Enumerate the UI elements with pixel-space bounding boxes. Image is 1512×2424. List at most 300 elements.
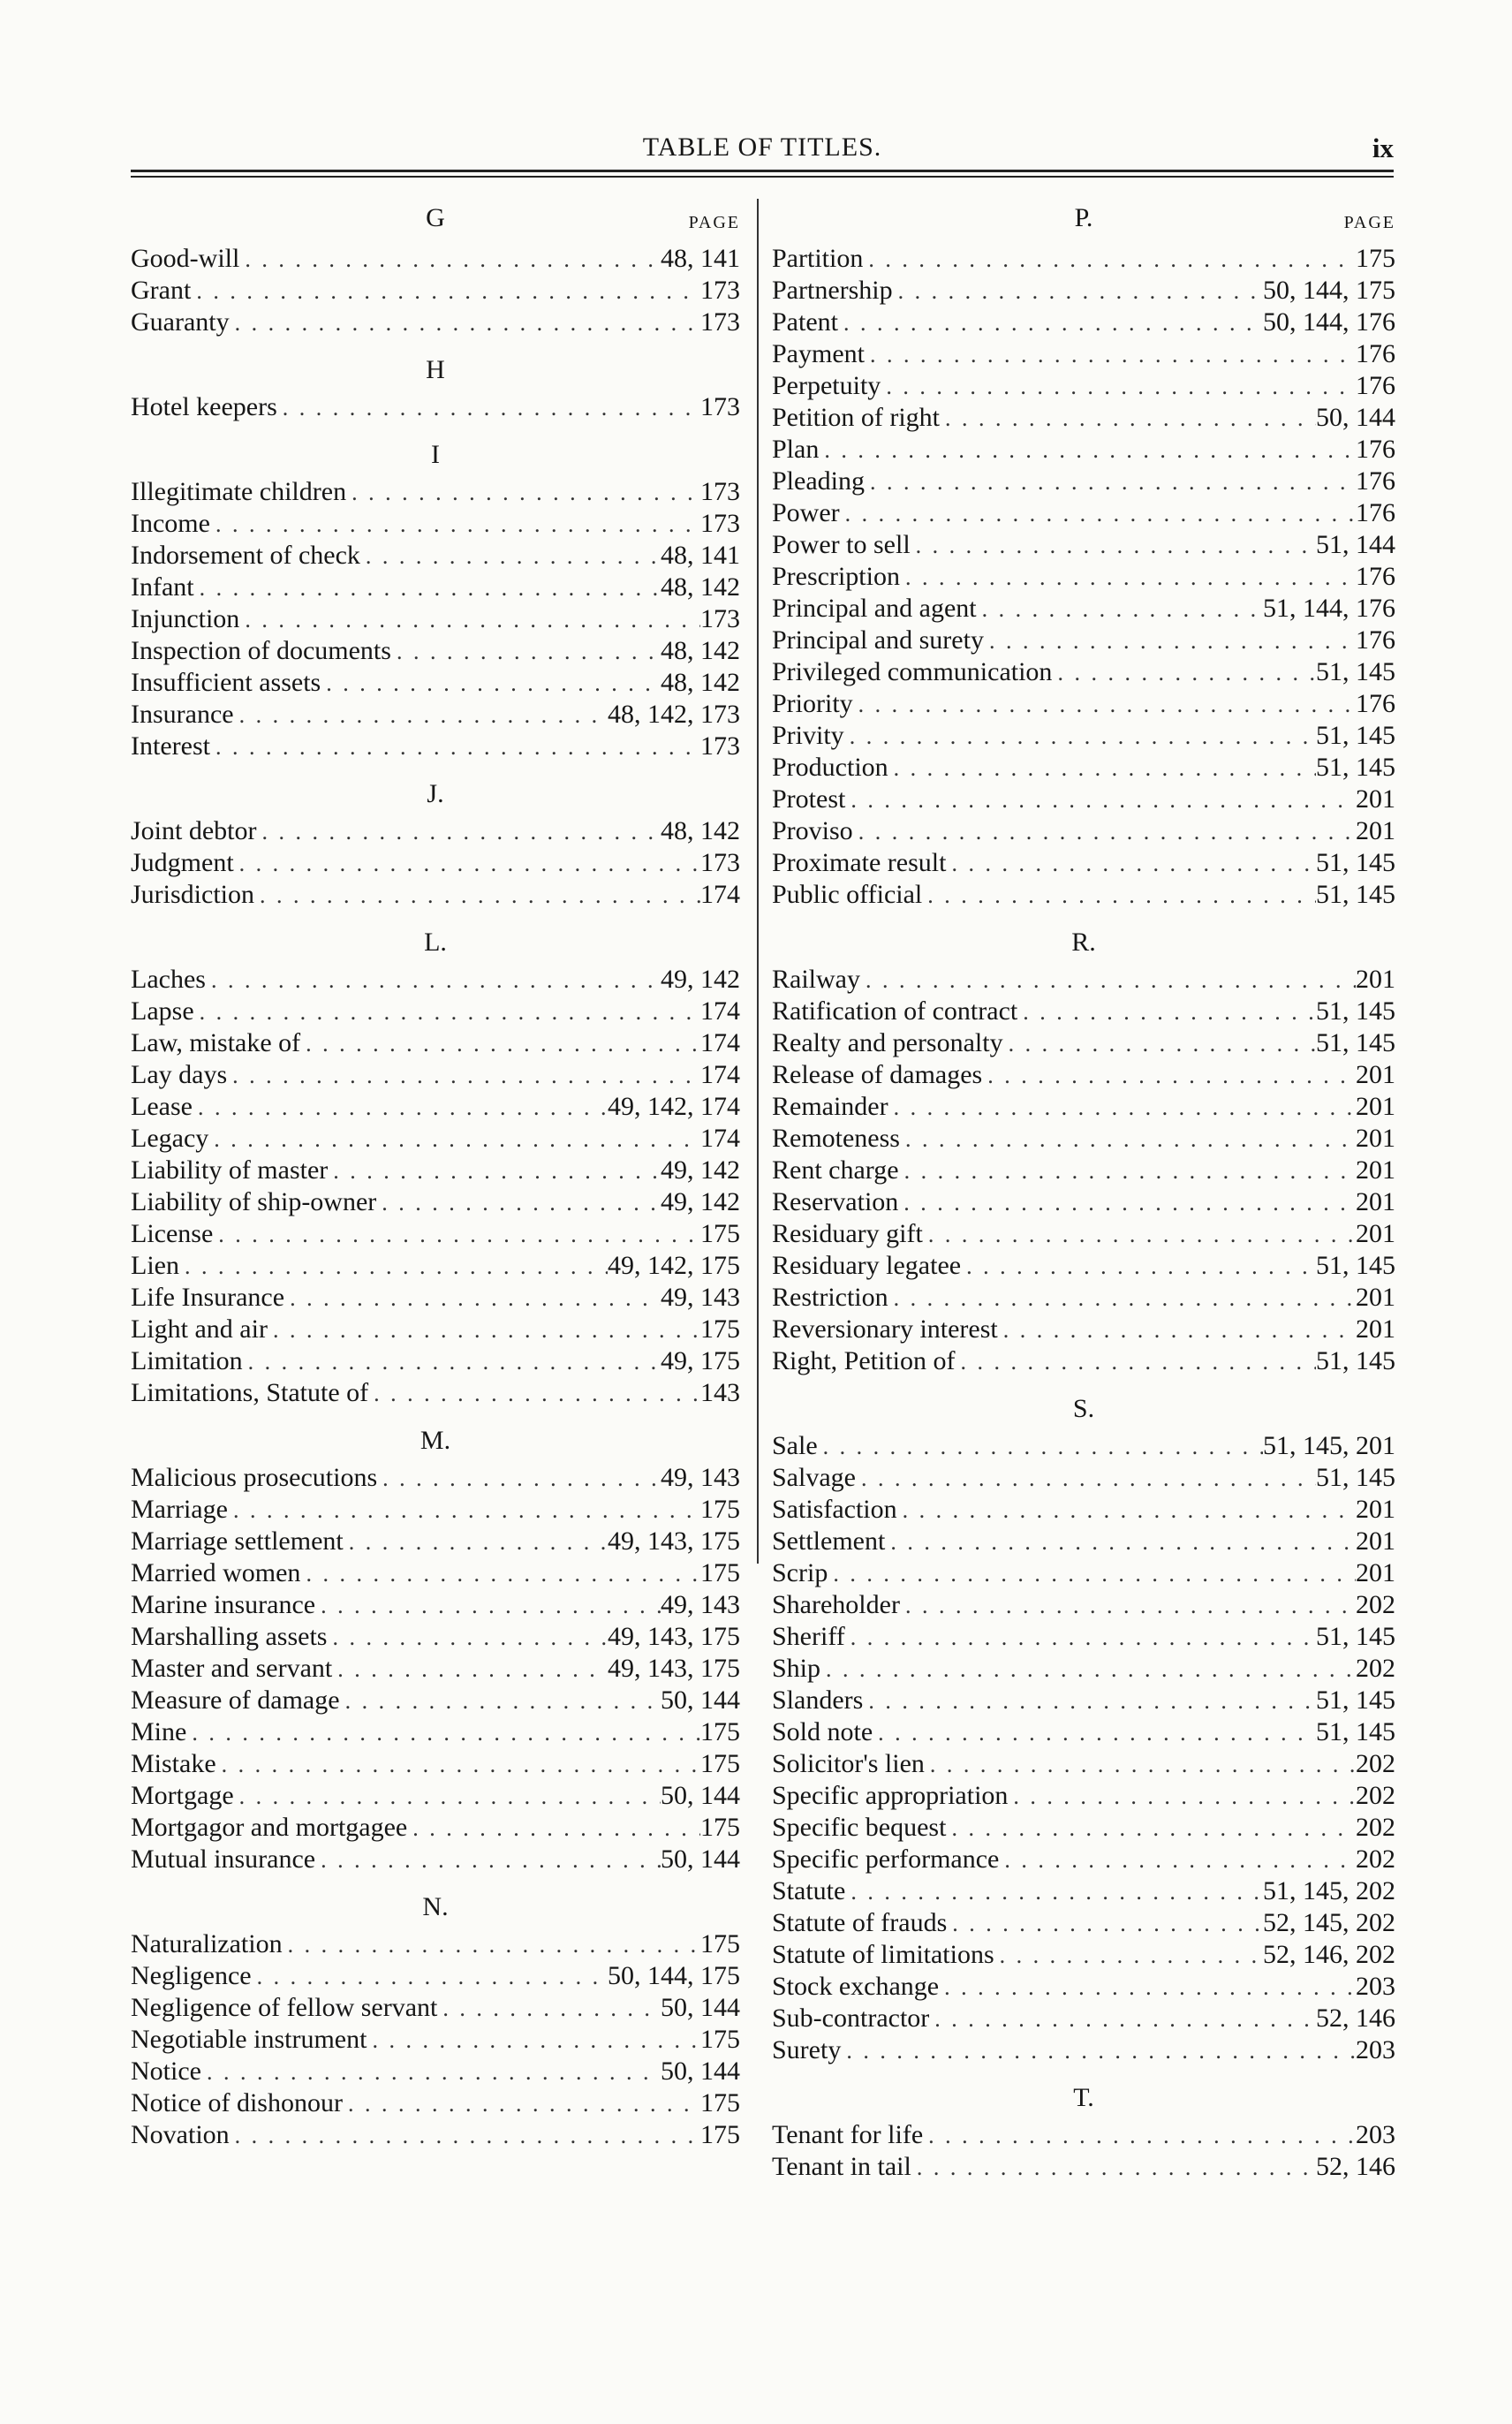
index-entry [772,1621,1395,1653]
entry-title: Power to sell [772,530,911,559]
entry-title: Statute of frauds [772,1908,948,1937]
entry-pages: 173 [700,276,740,305]
index-entry [772,1589,1395,1621]
leader-dots [228,1495,700,1526]
index-entry [772,2003,1395,2034]
entry-pages: 201 [1356,1558,1395,1587]
index-entry [131,1494,740,1526]
entry-pages: 49, 142 [661,965,740,994]
entry-pages: 48, 142 [661,816,740,845]
section-letter: L. [424,928,447,957]
leader-dots [376,1187,661,1219]
entry-pages: 202 [1356,1654,1395,1683]
entry-title: Statute of limitations [772,1940,994,1969]
index-entry [772,815,1395,847]
leader-dots [268,1314,700,1346]
leader-dots [208,1124,700,1155]
index-entry [131,1621,740,1653]
entry-title: Remoteness [772,1124,900,1153]
entry-pages: 201 [1356,1314,1395,1344]
entry-title: Specific appropriation [772,1781,1009,1810]
index-entry [131,476,740,508]
leader-dots [853,689,1356,721]
entry-pages: 51, 145 [1316,848,1395,877]
entry-pages: 51, 145 [1316,880,1395,909]
entry-title: Master and servant [131,1654,333,1683]
entry-pages: 51, 145 [1316,1622,1395,1651]
entry-title: Judgment [131,848,234,877]
entry-title: Release of damages [772,1060,983,1089]
section-letter: S. [1072,1394,1095,1423]
entry-pages: 203 [1356,1972,1395,2001]
entry-pages: 202 [1356,1749,1395,1778]
index-entry [772,656,1395,688]
index-entry [131,699,740,731]
index-entry [131,1155,740,1186]
index-entry [131,1557,740,1589]
entry-pages: 51, 144 [1316,530,1395,559]
leader-dots [283,1929,700,1961]
index-entry [772,688,1395,720]
leader-dots [1017,996,1316,1028]
entry-pages: 173 [700,604,740,633]
index-entry [772,307,1395,338]
leader-dots [1003,1028,1316,1060]
entry-title: Scrip [772,1558,828,1587]
leader-dots [437,1993,661,2025]
entry-title: Lapse [131,996,194,1026]
leader-dots [227,1060,700,1092]
leader-dots [327,1622,608,1654]
entry-title: Mortgage [131,1781,234,1810]
entry-title: Injunction [131,604,240,633]
leader-dots [922,880,1316,912]
entry-pages: 51, 145 [1316,1685,1395,1715]
leader-dots [840,498,1356,530]
entry-pages: 174 [700,1028,740,1057]
index-entry [131,243,740,275]
index-entry [772,1027,1395,1059]
entry-pages: 173 [700,848,740,877]
leader-dots [873,1717,1316,1749]
entry-title: Principal and agent [772,594,977,623]
entry-title: Income [131,509,210,538]
entry-pages: 201 [1356,1495,1395,1524]
leader-dots [898,1187,1356,1219]
leader-dots [332,1654,608,1685]
entry-pages: 176 [1356,498,1395,527]
entry-title: Patent [772,307,838,337]
index-entry [772,1716,1395,1748]
leader-dots [844,721,1316,753]
leader-dots [346,477,700,509]
entry-title: Partition [772,244,864,273]
index-entry [772,370,1395,402]
leader-dots [377,1463,661,1495]
entry-title: Reservation [772,1187,899,1216]
entry-pages: 174 [700,880,740,909]
index-entry [772,1526,1395,1557]
entry-pages: 175 [700,2088,740,2117]
entry-title: Negligence [131,1961,252,1990]
entry-title: Ratification of contract [772,996,1018,1026]
index-entry [131,667,740,699]
leader-dots [893,276,1263,307]
leader-dots [284,1283,661,1314]
entry-title: Marine insurance [131,1590,316,1619]
leader-dots [956,1346,1316,1378]
entry-title: Specific performance [772,1845,1000,1874]
entry-title: Laches [131,965,206,994]
leader-dots [982,1060,1356,1092]
entry-title: Malicious prosecutions [131,1463,378,1492]
entry-title: Tenant in tail [772,2152,911,2181]
entry-title: Tenant for life [772,2120,924,2149]
entry-pages: 49, 143 [661,1590,740,1619]
entry-pages: 174 [700,1060,740,1089]
leader-dots [818,1431,1263,1463]
entry-title: Sold note [772,1717,873,1746]
section-letter: P. [1074,203,1093,232]
index-entry [772,1430,1395,1462]
index-entry [131,1812,740,1844]
entry-pages: 201 [1356,1155,1395,1185]
entry-title: Indorsement of check [131,541,360,570]
index-entry [772,1494,1395,1526]
entry-pages: 51, 145 [1316,657,1395,686]
leader-dots [863,1685,1316,1717]
entry-pages: 51, 145 [1316,1463,1395,1492]
index-entry [131,540,740,572]
entry-title: Married women [131,1558,301,1587]
page-number: ix [1372,133,1394,163]
index-entry [131,2056,740,2087]
leader-dots [947,1908,1263,1940]
entry-pages: 51, 145 [1316,753,1395,782]
leader-dots [344,1526,608,1558]
index-entry [131,1123,740,1155]
entry-pages: 50, 144, 176 [1263,307,1395,337]
entry-title: Residuary legatee [772,1251,962,1280]
index-entry [772,1557,1395,1589]
index-entry [772,2151,1395,2183]
index-entry [772,625,1395,656]
entry-title: Residuary gift [772,1219,923,1248]
leader-dots [899,1155,1356,1187]
leader-dots [343,2088,700,2120]
entry-title: Settlement [772,1526,886,1556]
leader-dots [234,848,700,880]
entry-title: Rent charge [772,1155,899,1185]
entry-pages: 201 [1356,1283,1395,1312]
leader-dots [367,2025,700,2057]
index-entry [131,1250,740,1282]
entry-pages: 174 [700,1124,740,1153]
entry-pages: 143 [700,1378,740,1407]
entry-pages: 51, 145 [1316,1251,1395,1280]
entry-pages: 48, 142 [661,636,740,665]
index-entry [131,1526,740,1557]
entry-pages: 173 [700,509,740,538]
leader-dots [328,1155,661,1187]
running-head [131,133,1394,168]
leader-dots [946,1813,1356,1845]
index-entry [131,508,740,540]
entry-pages: 52, 146, 202 [1263,1940,1395,1969]
index-entry [131,1314,740,1345]
entry-title: Public official [772,880,923,909]
leader-dots [234,1781,661,1813]
leader-dots [845,1622,1316,1654]
leader-dots [300,1558,700,1590]
index-entry [131,1748,740,1780]
index-entry [131,1282,740,1314]
entry-title: Priority [772,689,853,718]
entry-pages: 49, 143, 175 [608,1654,740,1683]
entry-pages: 51, 145 [1316,721,1395,750]
index-entry [772,1748,1395,1780]
section-letter: H [426,355,445,384]
entry-pages: 175 [700,1219,740,1248]
entry-pages: 201 [1356,816,1395,845]
entry-pages: 49, 143, 175 [608,1526,740,1556]
entry-title: Petition of right [772,403,940,432]
entry-title: Lease [131,1092,193,1121]
entry-title: Surety [772,2035,842,2064]
entry-pages: 50, 144 [661,1845,740,1874]
leader-dots [368,1378,700,1410]
entry-pages: 50, 144 [661,1781,740,1810]
entry-title: Inspection of documents [131,636,391,665]
entry-title: Sale [772,1431,818,1460]
index-entry [131,964,740,996]
index-entry [772,1653,1395,1685]
entry-pages: 51, 145 [1316,1717,1395,1746]
index-entry [772,1812,1395,1844]
entry-pages: 48, 141 [661,244,740,273]
index-entry [772,1685,1395,1716]
index-entry [131,1928,740,1960]
entry-pages: 202 [1356,1590,1395,1619]
index-entry [131,1059,740,1091]
index-entry [131,635,740,667]
leader-dots [234,700,608,731]
index-entry [772,1875,1395,1907]
entry-title: Production [772,753,888,782]
entry-pages: 203 [1356,2120,1395,2149]
entry-pages: 175 [700,1813,740,1842]
entry-pages: 49, 142 [661,1155,740,1185]
index-entry [772,1462,1395,1494]
entry-pages: 175 [700,1749,740,1778]
entry-title: Mistake [131,1749,216,1778]
entry-title: Naturalization [131,1929,283,1958]
index-entry [772,1844,1395,1875]
leader-dots [977,594,1263,625]
index-entry [772,466,1395,497]
index-entry [772,1059,1395,1091]
leader-dots [257,816,662,848]
entry-pages: 201 [1356,1219,1395,1248]
leader-dots [277,392,700,424]
index-entry [772,1123,1395,1155]
index-entry [772,2034,1395,2066]
leader-dots [230,2120,700,2152]
entry-pages: 176 [1356,371,1395,400]
index-entry [131,996,740,1027]
entry-pages: 50, 144 [661,1685,740,1715]
leader-dots [929,2004,1316,2035]
leader-dots [194,572,661,604]
entry-pages: 175 [1356,244,1395,273]
header-rule [131,170,1394,172]
entry-pages: 175 [700,1495,740,1524]
entry-pages: 201 [1356,1187,1395,1216]
entry-title: Perpetuity [772,371,881,400]
entry-pages: 48, 141 [661,541,740,570]
entry-pages: 176 [1356,562,1395,591]
section-p-header [772,199,1395,243]
page-title: TABLE OF TITLES. [642,133,882,162]
index-entry [772,275,1395,307]
index-entry [772,847,1395,879]
leader-dots [860,965,1356,996]
entry-title: Liability of ship-owner [131,1187,377,1216]
entry-title: Interest [131,731,210,761]
entry-title: Reversionary interest [772,1314,998,1344]
leader-dots [315,1845,661,1876]
leader-dots [210,731,700,763]
index-entry [772,1345,1395,1377]
index-entry [131,275,740,307]
index-entry [772,879,1395,911]
entry-pages: 50, 144 [661,1993,740,2022]
leader-dots [300,1028,700,1060]
index-entry [131,572,740,603]
index-entry [131,391,740,423]
index-entry [131,1653,740,1685]
leader-dots [360,541,661,572]
leader-dots [888,1092,1356,1124]
leader-dots [881,371,1356,403]
leader-dots [239,604,700,636]
entry-title: Pleading [772,466,865,496]
entry-title: Illegitimate children [131,477,347,506]
entry-pages: 173 [700,731,740,761]
entry-title: Notice of dishonour [131,2088,343,2117]
leader-dots [900,1124,1356,1155]
entry-title: Legacy [131,1124,209,1153]
leader-dots [911,530,1316,562]
entry-pages: 49, 143 [661,1283,740,1312]
index-entry [131,2024,740,2056]
leader-dots [340,1685,661,1717]
leader-dots [820,1654,1356,1685]
entry-pages: 173 [700,307,740,337]
section-letter: R. [1071,928,1096,957]
left-column [131,199,740,2151]
entry-title: Remainder [772,1092,888,1121]
leader-dots [888,1283,1356,1314]
page-column-label: PAGE [688,213,740,232]
entry-title: Railway [772,965,860,994]
entry-title: Limitations, Statute of [131,1378,369,1407]
index-entry [131,1716,740,1748]
entry-title: Slanders [772,1685,864,1715]
leader-dots [391,636,661,668]
index-entry [131,307,740,338]
entry-title: Privity [772,721,844,750]
entry-pages: 173 [700,477,740,506]
entry-title: Plan [772,435,820,464]
leader-dots [216,1749,700,1781]
entry-title: Specific bequest [772,1813,947,1842]
entry-title: Prescription [772,562,900,591]
entry-title: Insufficient assets [131,668,321,697]
entry-title: Infant [131,572,194,602]
index-entry [772,434,1395,466]
leader-dots [252,1961,608,1993]
leader-dots [838,307,1263,339]
index-entry [131,847,740,879]
leader-dots [828,1558,1356,1590]
entry-pages: 176 [1356,466,1395,496]
index-entry [131,1186,740,1218]
entry-title: Hotel keepers [131,392,277,421]
entry-pages: 51, 145, 201 [1263,1431,1395,1460]
section-letter: T. [1073,2083,1094,2112]
leader-dots [315,1590,661,1622]
entry-pages: 201 [1356,1526,1395,1556]
entry-pages: 202 [1356,1813,1395,1842]
entry-pages: 52, 146 [1316,2004,1395,2033]
entry-pages: 50, 144 [1316,403,1395,432]
index-entry [772,1218,1395,1250]
leader-dots [206,965,661,996]
entry-pages: 49, 143 [661,1463,740,1492]
index-entry [131,1844,740,1875]
entry-title: Payment [772,339,865,368]
entry-title: Stock exchange [772,1972,940,2001]
entry-title: Satisfaction [772,1495,897,1524]
entry-title: Sheriff [772,1622,845,1651]
index-entry [772,338,1395,370]
index-entry [772,497,1395,529]
right-column [772,199,1395,2183]
leader-dots [940,403,1316,435]
index-entry [772,529,1395,561]
index-entry [772,2119,1395,2151]
index-entry [772,784,1395,815]
leader-dots [193,1092,608,1124]
entry-pages: 50, 144, 175 [608,1961,740,1990]
leader-dots [243,1346,661,1378]
index-entry [131,1685,740,1716]
leader-dots [888,753,1316,784]
leader-dots [841,2035,1356,2067]
index-entry [772,1186,1395,1218]
entry-title: Lien [131,1251,179,1280]
entry-pages: 203 [1356,2035,1395,2064]
index-entry [131,731,740,762]
entry-pages: 48, 142 [661,572,740,602]
entry-title: Mortgagor and mortgagee [131,1813,408,1842]
entry-title: Proximate result [772,848,947,877]
leader-dots [210,509,700,541]
entry-pages: 52, 145, 202 [1263,1908,1395,1937]
entry-pages: 176 [1356,625,1395,655]
entry-pages: 175 [700,1929,740,1958]
